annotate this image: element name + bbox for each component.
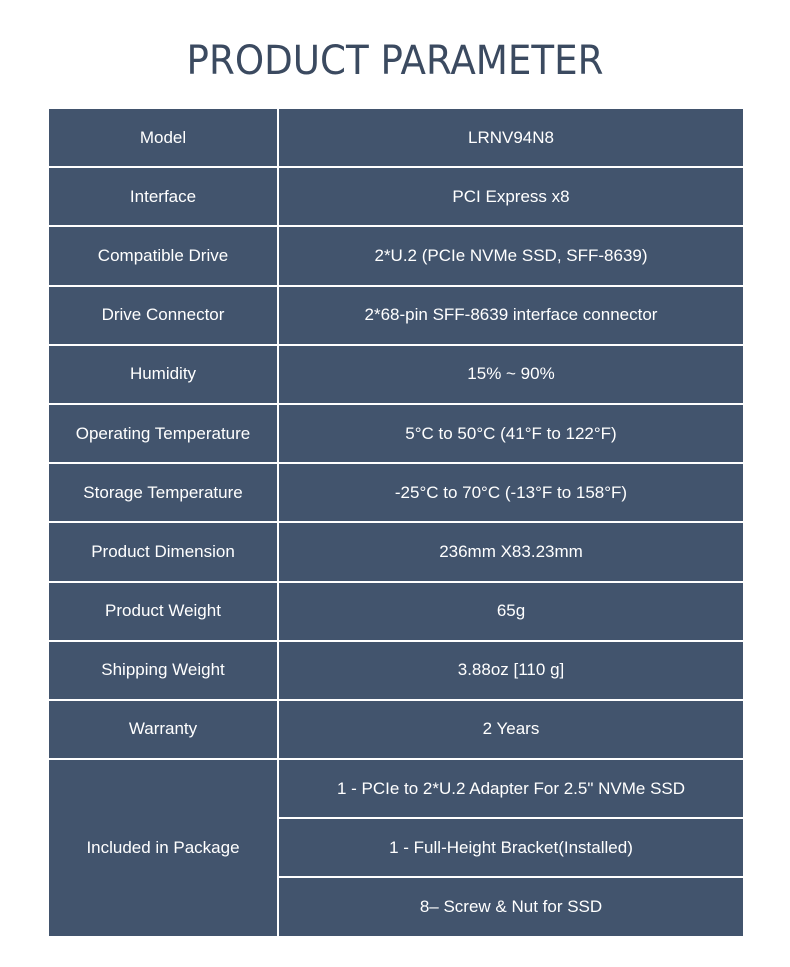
param-value-humidity: 15% ~ 90% (278, 345, 744, 404)
param-value-operating-temperature: 5°C to 50°C (41°F to 122°F) (278, 404, 744, 463)
param-label-package: Included in Package (48, 759, 278, 937)
table-row (48, 582, 744, 641)
package-item-bracket: 1 - Full-Height Bracket(Installed) (278, 818, 744, 877)
param-value-product-weight: 65g (278, 582, 744, 641)
table-row (48, 404, 744, 463)
param-label-compatible-drive: Compatible Drive (48, 226, 278, 285)
table-row (48, 522, 744, 581)
param-label-drive-connector: Drive Connector (48, 286, 278, 345)
param-value-drive-connector: 2*68-pin SFF-8639 interface connector (278, 286, 744, 345)
param-label-product-dimension: Product Dimension (48, 522, 278, 581)
param-value-product-dimension: 236mm X83.23mm (278, 522, 744, 581)
param-label-model: Model (48, 108, 278, 167)
table-row (48, 286, 744, 345)
page-title: PRODUCT PARAMETER (186, 38, 604, 84)
package-item-screws: 8– Screw & Nut for SSD (278, 877, 744, 936)
package-item-adapter: 1 - PCIe to 2*U.2 Adapter For 2.5" NVMe SSD (278, 759, 744, 818)
param-label-product-weight: Product Weight (48, 582, 278, 641)
param-label-interface: Interface (48, 167, 278, 226)
param-label-storage-temperature: Storage Temperature (48, 463, 278, 522)
param-label-warranty: Warranty (48, 700, 278, 759)
param-value-warranty: 2 Years (278, 700, 744, 759)
param-value-shipping-weight: 3.88oz [110 g] (278, 641, 744, 700)
table-row (48, 641, 744, 700)
table-row (48, 700, 744, 759)
param-label-operating-temperature: Operating Temperature (48, 404, 278, 463)
param-value-interface: PCI Express x8 (278, 167, 744, 226)
parameter-table (47, 107, 745, 938)
param-value-model: LRNV94N8 (278, 108, 744, 167)
param-label-shipping-weight: Shipping Weight (48, 641, 278, 700)
table-row (48, 463, 744, 522)
table-row (48, 759, 744, 818)
table-row (48, 345, 744, 404)
table-row (48, 167, 744, 226)
table-row (48, 226, 744, 285)
param-value-storage-temperature: -25°C to 70°C (-13°F to 158°F) (278, 463, 744, 522)
table-row (48, 108, 744, 167)
param-value-compatible-drive: 2*U.2 (PCIe NVMe SSD, SFF-8639) (278, 226, 744, 285)
param-label-humidity: Humidity (48, 345, 278, 404)
